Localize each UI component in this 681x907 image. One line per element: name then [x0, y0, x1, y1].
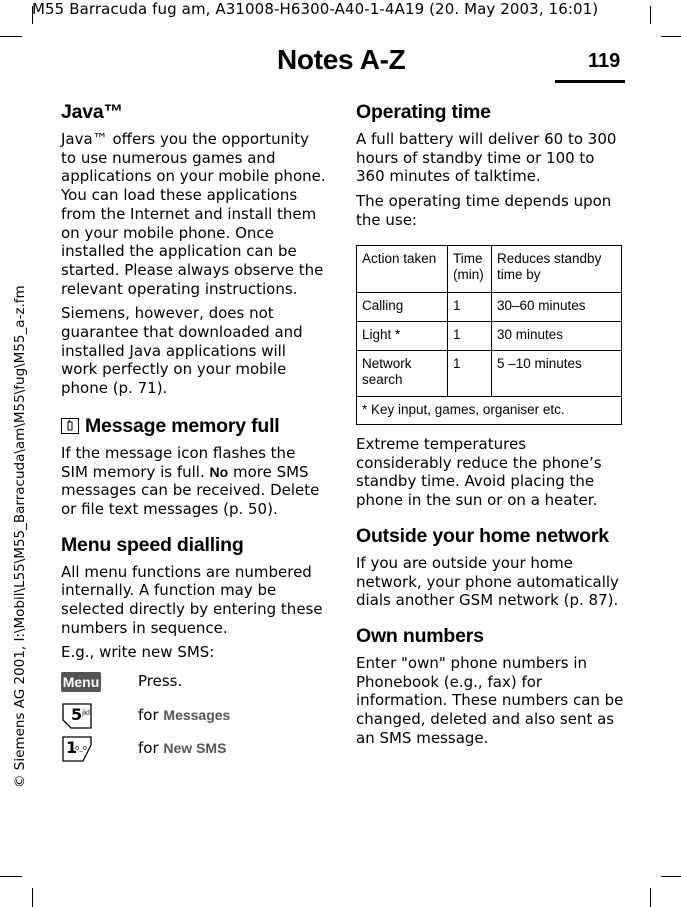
own-numbers-paragraph: Enter "own" phone numbers in Phonebook (e.g., fax) for information. These numbers can be changed, deleted and also sent as an SMS message.: [356, 653, 624, 747]
key-1-digit: 1: [66, 738, 78, 758]
page-title: Notes A-Z: [277, 44, 406, 75]
table-cell: 30–60 minutes: [492, 293, 622, 322]
right-column: [356, 100, 624, 230]
table-cell: 1: [448, 351, 492, 397]
message-memory-paragraph: [61, 444, 326, 519]
for-messages-text: [138, 706, 230, 724]
table-footnote: * Key input, games, organiser etc.: [357, 397, 622, 425]
document-meta: M55 Barracuda fug am, A31008-H6300-A40-1-4A19 (20. May 2003, 16:01): [32, 0, 599, 18]
table-cell: Calling: [357, 293, 448, 322]
message-text-b: more SMS messages can be received. Delete or file text messages (p. 50).: [61, 462, 320, 518]
key-1-voicemail: o_o: [75, 744, 88, 753]
table-cell: 30 minutes: [492, 322, 622, 351]
table-cell: 1: [448, 293, 492, 322]
crop-mark: [661, 36, 681, 37]
menu-speed-paragraph-2: E.g., write new SMS:: [61, 643, 215, 662]
table-header-row: [357, 246, 622, 293]
crop-mark: [661, 876, 681, 877]
left-column: [61, 100, 326, 768]
messages-label: Messages: [163, 707, 231, 724]
page-number: 119: [588, 50, 621, 72]
press-text: Press.: [138, 672, 183, 691]
table-row: [357, 322, 622, 351]
crop-mark: [32, 888, 33, 907]
table-header-cell: Reduces standby time by: [492, 246, 622, 293]
message-memory-heading: [61, 414, 326, 438]
key-5-letters: jkl: [82, 709, 90, 718]
table-header-cell: Action taken: [357, 246, 448, 293]
sidebar-copyright-text: © Siemens AG 2001, I:\Mobil\L55\M55_Barracuda\am\M55\fug\M55_a-z.fm: [12, 285, 28, 788]
operating-time-table: [356, 245, 622, 425]
operating-paragraph-3: Extreme temperatures considerably reduce the phone’s standby time. Avoid placing the phone in the sun or on a heater.: [356, 435, 602, 510]
java-paragraph-2: Siemens, however, does not guarantee that downloaded and installed Java applications will work perfectly on your mobile phone (p. 71).: [61, 304, 303, 398]
table-header-cell: Time (min): [448, 246, 492, 293]
menu-speed-paragraph-1: All menu functions are numbered internally. A function may be selected directly by entering these numbers in sequence.: [61, 562, 323, 637]
table-cell: 1: [448, 322, 492, 351]
operating-paragraph-2: The operating time depends upon the use:: [356, 192, 612, 229]
for-new-sms-text: [138, 739, 226, 757]
java-paragraph-1: Java™ offers you the opportunity to use numerous games and applications on your mobile phone. You can load these applications from the Internet and install them on your mobile phone. Once installed the application can be started. Please always observe the relevant operating instructions.: [61, 130, 326, 298]
table-cell: Light *: [357, 322, 448, 351]
menu-key-icon: Menu: [62, 674, 100, 691]
no-word: No: [209, 463, 229, 480]
outside-network-heading: Outside your home network: [356, 524, 609, 547]
message-icon: [61, 418, 79, 434]
menu-speed-heading: Menu speed dialling: [61, 533, 244, 556]
table-cell: 5 –10 minutes: [492, 351, 622, 397]
crop-mark: [650, 6, 651, 24]
message-text-a: If the message icon flashes the SIM memory is full.: [61, 443, 296, 481]
for-word: for: [138, 706, 164, 725]
for-word: for: [138, 739, 164, 758]
table-row: [357, 293, 622, 322]
message-memory-heading-text: Message memory full: [85, 414, 280, 437]
java-heading: Java™: [61, 101, 123, 123]
sidebar-copyright: [0, 0, 28, 907]
table-footnote-row: [357, 397, 622, 425]
new-sms-label: New SMS: [163, 740, 227, 757]
right-column-lower: [356, 435, 624, 747]
header-rule: [555, 80, 625, 83]
operating-time-heading: Operating time: [356, 101, 491, 123]
table-row: [357, 351, 622, 397]
key-sequence: [61, 668, 326, 768]
outside-network-paragraph: If you are outside your home network, your phone automatically dials another GSM network (p. 87).: [356, 553, 619, 610]
own-numbers-heading: Own numbers: [356, 624, 484, 647]
table-cell: Network search: [357, 351, 448, 397]
key-5-digit: 5: [71, 705, 83, 725]
crop-mark: [650, 888, 651, 907]
operating-paragraph-1: A full battery will deliver 60 to 300 hours of standby time or 100 to 360 minutes of talktime.: [356, 130, 617, 186]
